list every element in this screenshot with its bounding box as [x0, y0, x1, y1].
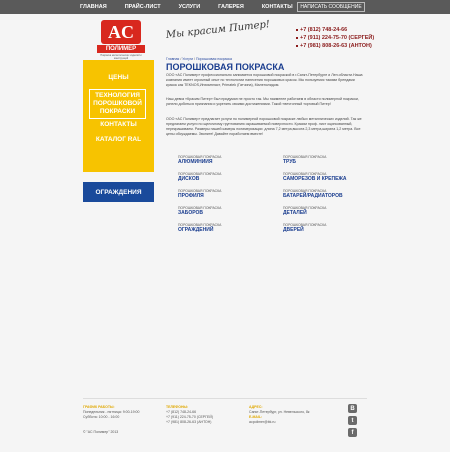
service-link-parts[interactable] [283, 206, 326, 216]
footer-divider [83, 398, 367, 399]
fences-button[interactable]: ОГРАЖДЕНИЯ [83, 182, 154, 202]
service-link-caption: ПОРОШКОВАЯ ПОКРАСКА [283, 189, 327, 193]
service-link-caption: ПОРОШКОВАЯ ПОКРАСКА [283, 223, 327, 227]
sidebar-item-ral-catalog[interactable]: КАТАЛОГ RAL [95, 136, 142, 143]
breadcrumb: Главная / Услуги / Порошковая покраска [166, 57, 232, 61]
service-link-caption: ПОРОШКОВАЯ ПОКРАСКА [283, 155, 327, 159]
footer-phone: +7 (981) 808-26-63 (АНТОН) [166, 420, 212, 424]
service-link-caption: ПОРОШКОВАЯ ПОКРАСКА [178, 155, 222, 159]
nav-item-home[interactable]: ГЛАВНАЯ [80, 4, 107, 10]
footer-phone: +7 (911) 224-75-70 (СЕРГЕЙ) [166, 415, 214, 419]
phone-number: +7 (911) 224-75-70 (СЕРГЕЙ) [300, 35, 375, 41]
twitter-icon[interactable]: t [348, 416, 357, 425]
service-link-label: САМОРЕЗОВ И КРЕПЕЖА [283, 176, 347, 182]
write-message-button[interactable]: НАПИСАТЬ СООБЩЕНИЕ [297, 2, 365, 12]
service-link-fences[interactable] [178, 206, 221, 216]
vk-icon[interactable]: В [348, 404, 357, 413]
footer-hours-line: Понедельник - пятница: 9:00-19:00 [83, 410, 140, 414]
service-link-caption: ПОРОШКОВАЯ ПОКРАСКА [178, 223, 222, 227]
service-link-aluminium[interactable] [178, 155, 221, 165]
sidebar-item-technology[interactable]: ТЕХНОЛОГИЯ ПОРОШКОВОЙ ПОКРАСКИ [89, 89, 146, 119]
footer-phones [166, 405, 213, 425]
footer-hours [83, 405, 139, 420]
footer-phones-title: ТЕЛЕФОНЫ: [166, 405, 189, 409]
footer-address-title: АДРЕС: [249, 405, 263, 409]
service-link-radiators[interactable] [283, 189, 343, 199]
service-link-label: АЛЮМИНИИЯ [178, 159, 213, 165]
phone-number: +7 (812) 748-24-66 [300, 27, 348, 33]
service-link-pipes[interactable] [283, 155, 326, 165]
service-link-label: БАТАРЕЙ/РАДИАТОРОВ [283, 193, 343, 199]
bullet-icon [296, 29, 298, 31]
sidebar-item-prices[interactable]: ЦЕНЫ [108, 74, 129, 81]
logo[interactable] [97, 20, 145, 60]
footer-address-text: Санкт-Петербург, ул. Невельского, 8к [249, 410, 310, 414]
footer-hours-title: ГРАФИК РАБОТЫ: [83, 405, 115, 409]
service-link-label: ЗАБОРОВ [178, 210, 203, 216]
header-phone [296, 42, 374, 50]
service-link-label: ПРОФИЛЯ [178, 193, 204, 199]
service-link-fasteners[interactable] [283, 172, 347, 182]
bullet-icon [296, 45, 298, 47]
nav-item-services[interactable]: УСЛУГИ [178, 4, 201, 10]
motto-paragraph: Наш девиз «Красим Питер» был придуман не просто так. Мы наименее работаем в области полимерной покраски, успели добиться признания и укрепить своими достижениями. Такой «вечтонный торговый Питер! [166, 97, 359, 106]
header-phone [296, 34, 374, 42]
footer-email-title: E-MAIL: [249, 415, 263, 419]
logo-mark: AC [101, 20, 141, 44]
footer-address [249, 405, 309, 425]
breadcrumb-home[interactable]: Главная [166, 57, 180, 61]
service-link-caption: ПОРОШКОВАЯ ПОКРАСКА [178, 206, 222, 210]
breadcrumb-current: Порошковая покраска [196, 57, 232, 61]
main-nav [80, 0, 311, 14]
footer-hours-line: Суббота: 10:00 - 16:00 [83, 415, 120, 419]
service-link-profiles[interactable] [178, 189, 221, 199]
service-link-caption: ПОРОШКОВАЯ ПОКРАСКА [283, 206, 327, 210]
nav-item-price-list[interactable]: ПРАЙС-ЛИСТ [124, 4, 161, 10]
phone-number: +7 (981) 808-26-63 (АНТОН) [300, 43, 372, 49]
service-link-caption: ПОРОШКОВАЯ ПОКРАСКА [178, 172, 222, 176]
logo-name: ПОЛИМЕР [97, 45, 145, 53]
service-link-disks[interactable] [178, 172, 221, 182]
bullet-icon [296, 37, 298, 39]
header-phones [296, 26, 374, 50]
footer-email[interactable]: acpolimer@bk.ru [249, 420, 276, 424]
intro-paragraph: ООО «АС Полимер» профессионально занимается порошковой покраской в г.Санкт-Петербурге и Лен.области.Наша компания имеет огромный опыт по технологии нанесения порошковых красок. Мы пользуемся такими брендами красок как TEKNOS,Инхимпласт, Primatek (Гатчина), Малеполидом. [166, 73, 363, 87]
logo-tagline: Покраска металлических изделий и конструкций [100, 54, 142, 60]
service-link-label: ДИСКОВ [178, 176, 200, 182]
header-phone [296, 26, 374, 34]
breadcrumb-services[interactable]: Услуги [182, 57, 194, 61]
service-link-caption: ПОРОШКОВАЯ ПОКРАСКА [283, 172, 327, 176]
sidebar-item-contacts[interactable]: КОНТАКТЫ [100, 121, 137, 128]
facebook-icon[interactable]: f [348, 428, 357, 437]
copyright: © "АС Полимер" 2013 [83, 430, 119, 434]
services-paragraph: ООО «АС Полимер» предлагает услуги по полимерной порошковой покраске любых металлических изделий. Так же предлагаем услуги по щелочному грунтованию окрашиваемой поверхности. Красим проф. лист оцинкованный, перекрашиваем. Размеры нашей камеры полимеризации: длина 7,2 метра,высота 2,3 метра,ширина 1,2 метра. Все цены обсуждаемы. Звоните! Давайте поработаем вместе! [166, 117, 362, 136]
nav-item-gallery[interactable]: ГАЛЕРЕЯ [218, 4, 244, 10]
service-link-label: ТРУБ [283, 159, 297, 165]
service-link-doors[interactable] [283, 223, 326, 233]
sidebar-menu [83, 60, 154, 172]
nav-item-contacts[interactable]: КОНТАКТЫ [261, 4, 293, 10]
service-link-label: ДВЕРЕЙ [283, 227, 304, 233]
service-link-caption: ПОРОШКОВАЯ ПОКРАСКА [178, 189, 222, 193]
footer-phone: +7 (812) 748-24-66 [166, 410, 197, 414]
service-link-label: ОГРАЖДЕНИЙ [178, 227, 214, 233]
page-title: ПОРОШКОВАЯ ПОКРАСКА [166, 62, 285, 72]
slogan: Мы красим Питер! [165, 19, 271, 41]
service-link-label: ДЕТАЛЕЙ [283, 210, 307, 216]
service-link-railings[interactable] [178, 223, 221, 233]
